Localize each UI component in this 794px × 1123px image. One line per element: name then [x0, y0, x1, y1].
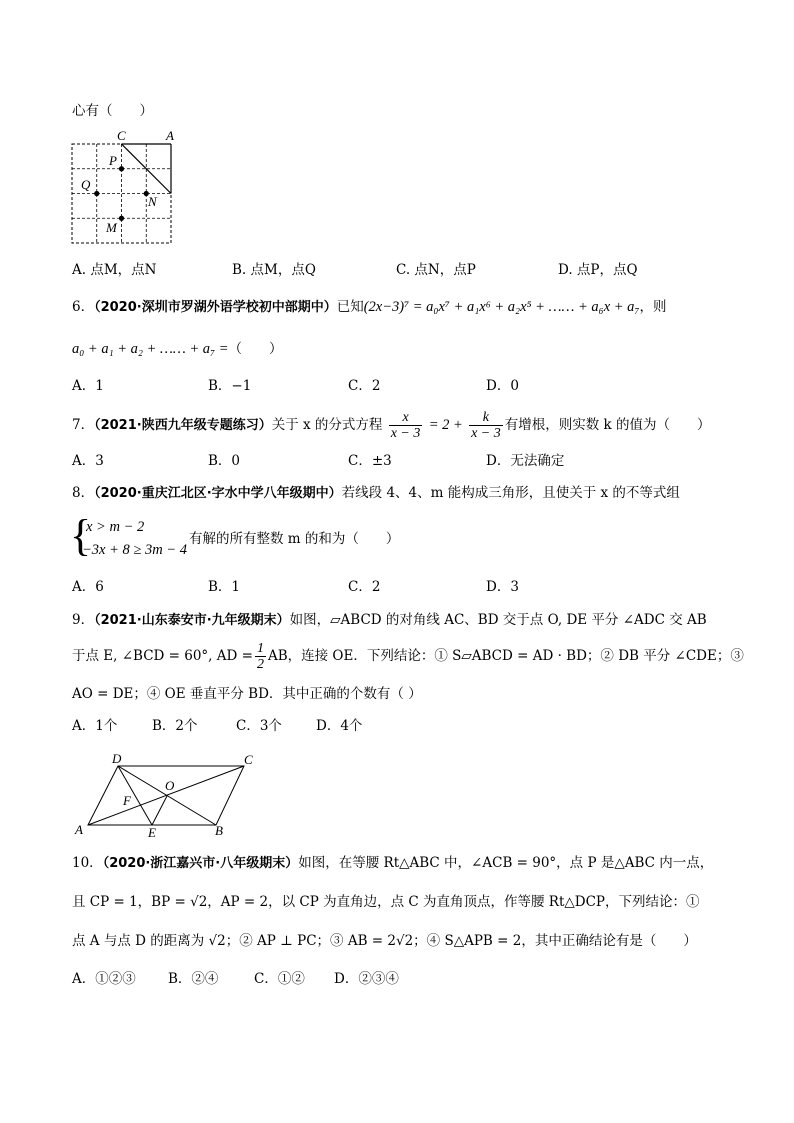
label-D: D — [112, 751, 122, 766]
q6-stem — [72, 297, 666, 318]
q6-stem-b: ，则 — [639, 299, 667, 315]
q8-stem-b: 有解的所有整数 m 的和为（ ） — [189, 531, 400, 547]
q6-blank: （ ） — [228, 341, 283, 357]
q5-option-c[interactable]: C. 点N，点P — [396, 262, 476, 278]
q9-line1 — [72, 610, 707, 631]
q6-sum-expression: a₀ + a₁ + a₂ + …… + a₇ = — [72, 341, 229, 357]
q8-number: 8． — [72, 485, 95, 501]
label-M: M — [106, 220, 117, 235]
label-O: O — [165, 778, 175, 793]
q6-line2 — [72, 339, 283, 359]
q7-equals: = 2 + — [428, 417, 463, 433]
q7-fraction-1: $\frac{x}{x - 3}$ — [390, 410, 421, 441]
q7-stem — [72, 410, 711, 441]
q10-source: （2020·浙江嘉兴市·八年级期末） — [102, 856, 299, 871]
q6-stem-a: 已知 — [336, 299, 364, 315]
q10-line1 — [72, 853, 713, 874]
q9-option-c[interactable]: C．3个 — [236, 718, 282, 734]
point-P — [119, 166, 124, 171]
q7-option-a[interactable]: A．3 — [72, 453, 104, 469]
q6-option-c[interactable]: C．2 — [348, 378, 381, 394]
q9-option-a[interactable]: A．1个 — [72, 718, 118, 734]
label-F: F — [123, 793, 131, 808]
q10-option-a[interactable]: A．①②③ — [72, 971, 136, 987]
q5-option-d[interactable]: D. 点P，点Q — [558, 262, 638, 278]
q9-number: 9． — [72, 612, 95, 628]
point-Q — [94, 191, 99, 196]
q5-option-b[interactable]: B. 点M，点Q — [232, 262, 316, 278]
q5-option-a[interactable]: A. 点M，点N — [72, 262, 157, 278]
label-P: P — [109, 153, 117, 168]
q6-equation: (2x−3)⁷ = a₀x⁷ + a₁x⁶ + a₂x⁵ + …… + a₆x + a₇ — [363, 299, 640, 315]
label-A: A — [166, 128, 174, 143]
label-A: A — [75, 822, 83, 837]
q8-option-d[interactable]: D．3 — [486, 579, 519, 595]
q7-option-c[interactable]: C．±3 — [348, 453, 392, 469]
q5-stem-tail: 心有（ ） — [72, 103, 153, 119]
q8-system-brace: { — [70, 511, 92, 560]
q10-line1-text: 如图，在等腰 Rt△ABC 中，∠ACB = 90°，点 P 是△ABC 内一点， — [298, 855, 714, 871]
q10-option-d[interactable]: D．②③④ — [334, 971, 399, 987]
q9-line1-text: 如图，▱ABCD 的对角线 AC、BD 交于点 O, DE 平分 ∠ADC 交 AB — [289, 612, 707, 628]
label-Q: Q — [81, 177, 91, 192]
q7-source: （2021·陕西九年级专题练习） — [94, 418, 272, 433]
q6-option-b[interactable]: B．−1 — [208, 378, 252, 394]
label-B: B — [215, 823, 223, 838]
q6-option-a[interactable]: A．1 — [72, 378, 104, 394]
q10-option-b[interactable]: B．②④ — [168, 971, 219, 987]
q8-inequality-1: x > m − 2 — [86, 519, 145, 535]
q6-source: （2020·深圳市罗湖外语学校初中部期中） — [94, 300, 337, 315]
q7-option-b[interactable]: B．0 — [208, 453, 241, 469]
q10-line3: 点 A 与点 D 的距离为 √2；② AP ⊥ PC；③ AB = 2√2；④ S△APB = 2，其中正确结论有是（ ） — [72, 933, 697, 949]
q8-option-a[interactable]: A．6 — [72, 579, 104, 595]
label-C: C — [117, 128, 126, 143]
q9-parallelogram-figure — [70, 750, 270, 840]
q7-fraction-2: $\frac{k}{x - 3}$ — [471, 410, 501, 441]
q9-fraction-half: $\frac{1}{2}$ — [256, 641, 264, 672]
q9-option-b[interactable]: B．2个 — [152, 718, 198, 734]
q8-stem-a: 若线段 4、4、m 能构成三角形，且使关于 x 的不等式组 — [341, 485, 680, 501]
q8-inequality-2: −3x + 8 ≥ 3m − 4 — [82, 542, 187, 558]
q9-source: （2021·山东泰安市·九年级期末） — [94, 613, 290, 628]
q10-line2: 且 CP = 1，BP = √2，AP = 2，以 CP 为直角边，点 C 为直角顶点，作等腰 Rt△DCP，下列结论：① — [72, 894, 700, 910]
q9-line2-b: AB，连接 OE．下列结论：① S▱ABCD = AD · BD；② DB 平分 ∠CDE；③ — [267, 648, 744, 664]
q9-line3: AO = DE；④ OE 垂直平分 BD．其中正确的个数有（ ） — [72, 686, 422, 702]
q8-source: （2020·重庆江北区·字水中学八年级期中） — [94, 486, 342, 501]
q8-stem — [72, 483, 680, 504]
label-C: C — [244, 752, 253, 767]
q7-stem-b: 有增根，则实数 k 的值为（ ） — [504, 417, 711, 433]
point-M — [119, 216, 124, 221]
q5-grid-figure — [66, 128, 178, 248]
q9-option-d[interactable]: D．4个 — [316, 718, 363, 734]
label-E: E — [148, 825, 156, 840]
label-N: N — [148, 194, 157, 209]
q10-option-c[interactable]: C．①② — [254, 971, 305, 987]
q8-option-b[interactable]: B．1 — [208, 579, 241, 595]
q6-option-d[interactable]: D．0 — [486, 378, 519, 394]
q7-stem-a: 关于 x 的分式方程 — [271, 417, 383, 433]
q10-number: 10． — [72, 855, 103, 871]
q9-line2 — [72, 640, 744, 672]
q8-option-c[interactable]: C．2 — [348, 579, 381, 595]
q9-line2-a: 于点 E, ∠BCD = 60°, AD = — [72, 648, 253, 664]
q7-option-d[interactable]: D．无法确定 — [486, 453, 565, 469]
q6-number: 6． — [72, 299, 95, 315]
q7-number: 7． — [72, 417, 95, 433]
